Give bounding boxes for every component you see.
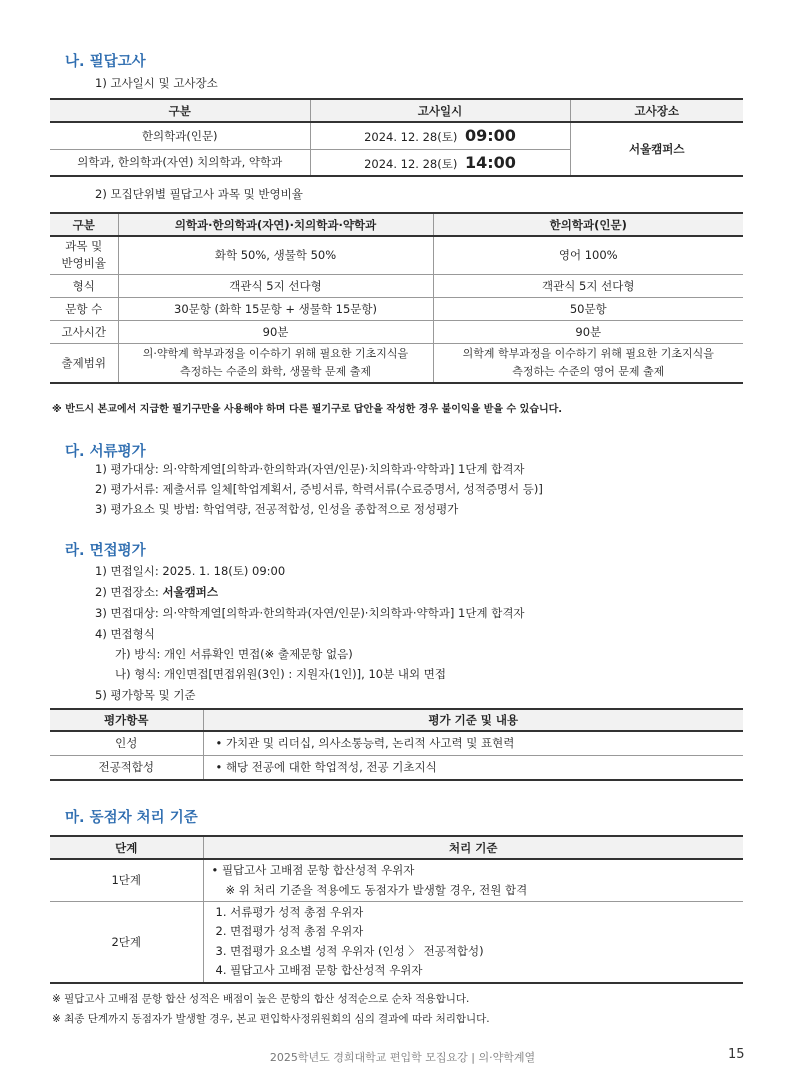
table-header: 의학과·한의학과(자연)·치의학과·약학과 — [118, 213, 433, 236]
table-cell: 2단계 — [111, 934, 142, 949]
row-label: 고사시간 — [61, 324, 106, 339]
table-header: 고사일시 — [310, 99, 570, 122]
row-label: 형식 — [72, 278, 95, 293]
section-heading-interview: 라. 면접평가 — [65, 543, 146, 559]
page-footer: 2025학년도 경희대학교 편입학 모집요강 | 의·약학계열 — [269, 1051, 536, 1064]
table-cell: 의·약학계 학부과정을 이수하기 위해 필요한 기초지식을 측정하는 수준의 화학, 생물학 문제 출제 — [118, 343, 433, 383]
pen-notice: ※ 반드시 본교에서 지급한 필기구만을 사용해야 하며 다른 필기구로 답안을 작성한 경우 불이익을 받을 수 있습니다. — [52, 404, 563, 415]
list-subitem: 나) 형식: 개인면접[면접위원(3인) : 지원자(1인)], 10분 내외 면접 — [115, 667, 446, 681]
list-subitem: 가) 방식: 개인 서류확인 면접(※ 출제문항 없음) — [115, 647, 353, 661]
table-header: 한의학과(인문) — [433, 213, 743, 236]
list-item: 1) 평가대상: 의·약학계열[의학과·한의학과(자연/인문)·치의학과·약학과] 1단계 합격자 — [95, 462, 525, 476]
table-cell: 객관식 5지 선다형 — [118, 274, 433, 297]
table-header: 단계 — [50, 836, 203, 859]
section-heading-written-exam: 나. 필답고사 — [65, 54, 146, 70]
table-cell: 1단계 — [111, 873, 142, 888]
criteria-line: ※ 위 처리 기준을 적용에도 동점자가 발생할 경우, 전원 합격 — [225, 883, 528, 898]
table-header: 구분 — [50, 99, 310, 122]
table-header: 평가항목 — [50, 709, 203, 731]
list-item: 3) 면접대상: 의·약학계열[의학과·한의학과(자연/인문)·치의학과·약학과] 1단계 합격자 — [95, 606, 525, 620]
criteria-line: 4. 필답고사 고배점 문항 합산성적 우위자 — [215, 963, 423, 978]
criteria-line: • 필답고사 고배점 문항 합산성적 우위자 — [211, 863, 415, 878]
table-cell — [203, 859, 743, 901]
table-cell: 영어 100% — [433, 236, 743, 274]
table-cell — [203, 901, 743, 983]
interview-criteria-table — [50, 708, 743, 781]
table-cell — [310, 122, 570, 149]
table-cell: 30문항 (화학 15문항 + 생물학 15문항) — [118, 297, 433, 320]
exam-subjects-table — [50, 212, 743, 384]
subheading-exam-schedule: 1) 고사일시 및 고사장소 — [95, 76, 218, 90]
exam-place: 서울캠퍼스 — [570, 122, 743, 176]
tiebreak-note: ※ 필답고사 고배점 문항 합산 성적은 배점이 높은 문항의 합산 성적순으로 순차 적용합니다. — [52, 993, 470, 1005]
row-label: 출제범위 — [61, 355, 106, 370]
table-cell: • 해당 전공에 대한 학업적성, 전공 기초지식 — [203, 755, 743, 780]
table-cell: 의학과, 한의학과(자연) 치의학과, 약학과 — [77, 155, 283, 170]
table-cell: 90분 — [433, 320, 743, 343]
list-item: 1) 면접일시: 2025. 1. 18(토) 09:00 — [95, 564, 286, 578]
criteria-line: 2. 면접평가 성적 총점 우위자 — [215, 924, 364, 939]
section-heading-tiebreak: 마. 동점자 처리 기준 — [65, 810, 198, 826]
list-item: 4) 면접형식 — [95, 627, 155, 641]
exam-time: 09:00 — [464, 126, 516, 146]
exam-schedule-table — [50, 98, 743, 177]
table-cell: 화학 50%, 생물학 50% — [118, 236, 433, 274]
page-number: 15 — [728, 1047, 745, 1062]
exam-date: 2024. 12. 28(토) — [364, 130, 458, 145]
table-header: 고사장소 — [570, 99, 743, 122]
tiebreak-table — [50, 835, 743, 984]
table-cell: 한의학과(인문) — [141, 128, 218, 143]
row-label: 과목 및 반영비율 — [61, 239, 106, 271]
criteria-line: 1. 서류평가 성적 총점 우위자 — [215, 904, 364, 919]
table-cell: 인성 — [115, 736, 138, 751]
table-cell: 90분 — [118, 320, 433, 343]
table-cell: • 가치관 및 리더십, 의사소통능력, 논리적 사고력 및 표현력 — [203, 731, 743, 755]
list-item — [95, 584, 218, 600]
section-heading-document-review: 다. 서류평가 — [65, 444, 146, 460]
list-item: 5) 평가항목 및 기준 — [95, 688, 196, 702]
table-cell: 50문항 — [433, 297, 743, 320]
table-cell: 의학계 학부과정을 이수하기 위해 필요한 기초지식을 측정하는 수준의 영어 문제 출제 — [433, 343, 743, 383]
exam-date: 2024. 12. 28(토) — [364, 156, 458, 171]
interview-place: 서울캠퍼스 — [162, 585, 218, 599]
list-item: 2) 평가서류: 제출서류 일체[학업계획서, 증빙서류, 학력서류(수료증명서, 성적증명서 등)] — [95, 482, 543, 496]
criteria-line: 3. 면접평가 요소별 성적 우위자 (인성 〉 전공적합성) — [215, 943, 484, 958]
list-item: 3) 평가요소 및 방법: 학업역량, 전공적합성, 인성을 종합적으로 정성평가 — [95, 502, 459, 516]
table-cell — [310, 149, 570, 176]
table-header: 구분 — [50, 213, 118, 236]
subheading-exam-subjects: 2) 모집단위별 필답고사 과목 및 반영비율 — [95, 187, 303, 201]
table-header: 평가 기준 및 내용 — [203, 709, 743, 731]
table-cell: 객관식 5지 선다형 — [433, 274, 743, 297]
exam-time: 14:00 — [464, 152, 516, 172]
row-label: 문항 수 — [65, 301, 103, 316]
tiebreak-note: ※ 최종 단계까지 동점자가 발생할 경우, 본교 편입학사정위원회의 심의 결과에 따라 처리합니다. — [52, 1013, 490, 1025]
table-cell: 전공적합성 — [98, 760, 155, 775]
list-item-label: 2) 면접장소: — [95, 585, 163, 599]
table-header: 처리 기준 — [203, 836, 743, 859]
